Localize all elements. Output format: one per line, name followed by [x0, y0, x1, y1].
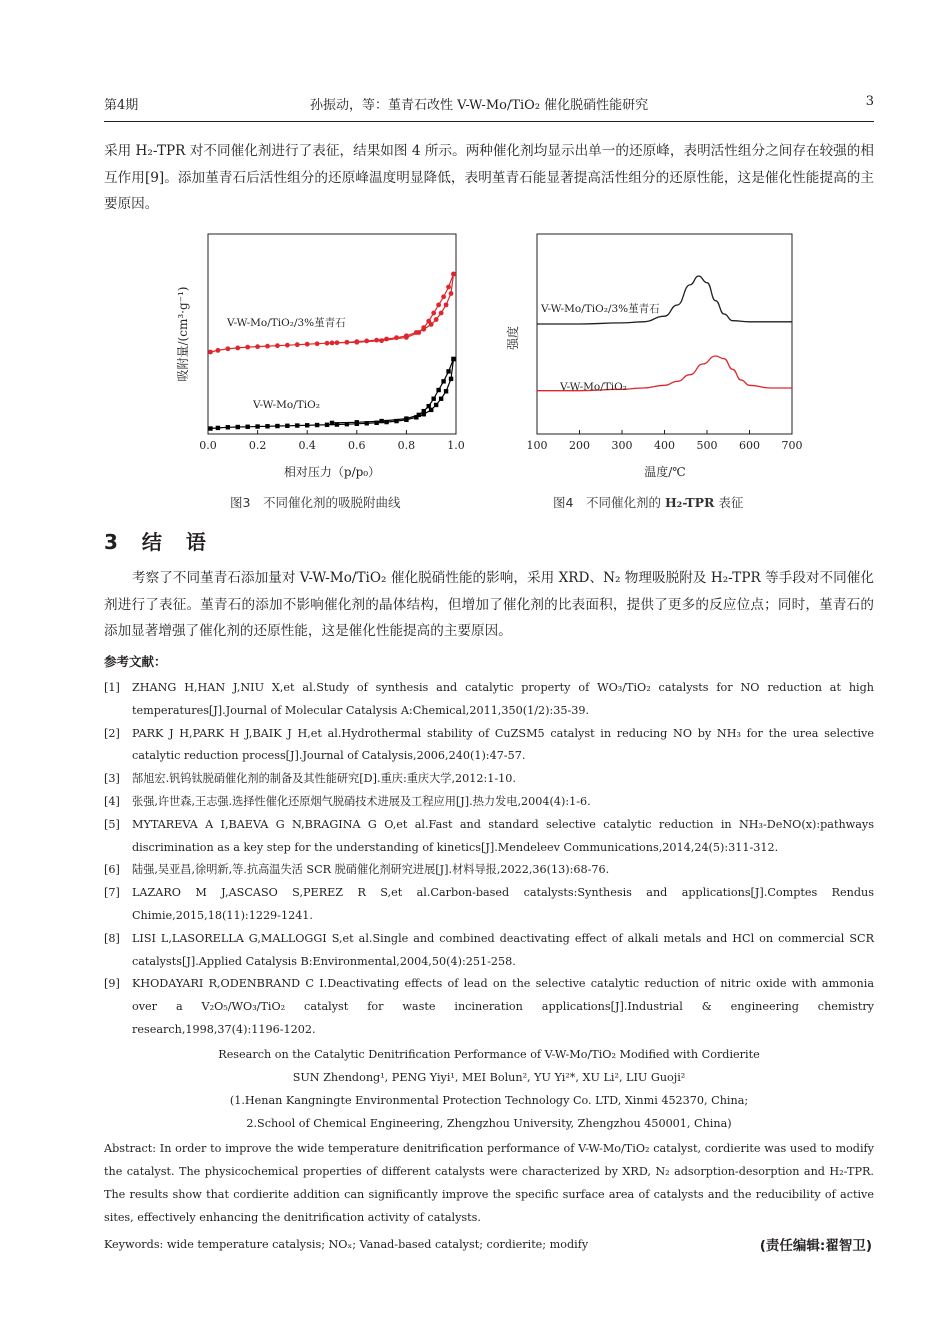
fig3-series-0-point	[431, 311, 436, 316]
fig4-legend-base: V-W-Mo/TiO₂	[560, 381, 627, 393]
fig3-series-0-point	[436, 302, 441, 307]
english-affiliation-2: 2.School of Chemical Engineering, Zhengzhou University, Zhengzhou 450001, China)	[246, 1117, 732, 1130]
fig3-series-1-point	[275, 424, 279, 428]
fig3-series-1-point	[441, 379, 445, 383]
reference-text: 张强,许世森,王志强.选择性催化还原烟气脱硝技术进展及工程应用[J].热力发电,2004(4):1-6.	[132, 794, 591, 808]
reference-number: [2]	[104, 726, 120, 740]
reference-number: [4]	[104, 794, 120, 808]
figure-3-chart	[165, 226, 475, 490]
english-abstract: Abstract: In order to improve the wide temperature denitrification performance of V-W-Mo/TiO₂ catalyst, cordierite was used to modify the catalyst. The physicochemical properties of different catalysts were characterized by XRD, N₂ adsorption-desorption and H₂-TPR. The results show that cordierite addition can significantly improve the specific surface area of catalysts and the reducibility of active sites, effectively enhancing the denitrification activity of catalysts.	[104, 1142, 874, 1224]
fig3-series-0-point	[384, 337, 389, 342]
fig3-series-1-point	[446, 369, 450, 373]
fig4-caption-pre: 图4 不同催化剂的	[553, 495, 665, 510]
english-title: Research on the Catalytic Denitrification Performance of V-W-Mo/TiO₂ Modified with Cordierite	[218, 1048, 760, 1061]
fig3-series-0-point	[235, 346, 240, 351]
fig3-series-0-point	[265, 344, 270, 349]
figure-4-chart	[505, 226, 815, 490]
fig3-series-1-point	[355, 420, 359, 424]
fig4-x-tick-label: 100	[526, 439, 548, 452]
fig3-series-1-point	[305, 423, 309, 427]
reference-text: 郜旭宏.钒钨钛脱硝催化剂的制备及其性能研究[D].重庆:重庆大学,2012:1-10.	[132, 772, 516, 786]
fig3-series-1-point	[208, 426, 212, 430]
reference-item	[104, 973, 874, 1041]
fig3-series-1-point	[404, 416, 408, 420]
fig3-series-1-point	[236, 425, 240, 429]
fig3-series-1-point	[216, 426, 220, 430]
reference-number: [3]	[104, 772, 120, 786]
fig4-series-0-line	[537, 276, 792, 324]
figure-4-caption	[553, 493, 743, 511]
fig3-x-axis-label: 相对压力（p/p₀）	[283, 465, 381, 479]
fig3-series-1-point	[394, 419, 398, 423]
fig3-series-1-point	[285, 424, 289, 428]
english-affiliation-1: (1.Henan Kangningte Environmental Protection Technology Co. LTD, Xinmi 452370, China;	[229, 1094, 749, 1107]
running-header	[104, 94, 874, 116]
fig3-x-tick-label: 0.6	[348, 439, 366, 452]
fig3-series-1-point	[374, 421, 378, 425]
fig3-series-0-point	[275, 343, 280, 348]
english-authors: SUN Zhendong¹, PENG Yiyi¹, MEI Bolun², YU Yi²*, XU Li², LIU Guoji²	[292, 1071, 686, 1084]
fig3-series-0-point	[325, 341, 330, 346]
conclusion-paragraph: 考察了不同堇青石添加量对 V-W-Mo/TiO₂ 催化脱硝性能的影响，采用 XRD、N₂ 物理吸脱附及 H₂-TPR 等手段对不同催化剂进行了表征。堇青石的添加不影响催化剂的晶体结构，但增加了催化剂的比表面积，提供了更多的反应位点；同时，堇青石的添加显著增强了催化剂的还原性能，这是催化性能提高的主要原因。	[104, 570, 874, 639]
fig3-series-0-point	[255, 344, 260, 349]
reference-number: [6]	[104, 863, 120, 877]
fig3-x-tick-label: 0.8	[397, 439, 416, 452]
fig3-series-0-point	[225, 346, 230, 351]
reference-item	[104, 859, 874, 882]
fig3-series-1-point	[439, 397, 443, 401]
fig4-x-tick-label: 400	[654, 439, 675, 452]
fig4-x-tick-label: 200	[569, 439, 590, 452]
fig3-series-0-point	[208, 350, 213, 355]
fig3-series-1-point	[245, 425, 249, 429]
reference-text: LAZARO M J,ASCASO S,PEREZ R S,et al.Carbon-based catalysts:Synthesis and applications[J].Comptes Rendus Chimie,2015,18(11):1229-1241.	[132, 886, 874, 922]
fig3-series-0-point	[441, 294, 446, 299]
reference-item	[104, 791, 874, 814]
fig3-legend-base: V-W-Mo/TiO₂	[253, 399, 320, 411]
reference-text: LISI L,LASORELLA G,MALLOGGI S,et al.Single and combined deactivating effect of alkali metals and HCl on commercial SCR catalysts[J].Applied Catalysis B:Environmental,2004,50(4):251-258.	[132, 931, 874, 968]
reference-text: MYTAREVA A I,BAEVA G N,BRAGINA G O,et al.Fast and standard selective catalytic reduction in NH₃-DeNO(x):pathways discrimination as a key step for the understanding of kinetics[J].Mendeleev Communications,2014,24(5):311-312.	[132, 817, 874, 854]
references-heading: 参考文献：	[104, 654, 167, 669]
fig4-caption-h2: H₂-TPR	[664, 495, 715, 510]
fig3-series-1-point	[384, 420, 388, 424]
reference-number: [8]	[104, 931, 120, 945]
section-title: 3 结 语	[104, 530, 208, 554]
reference-number: [1]	[104, 681, 120, 694]
reference-item	[104, 882, 874, 928]
fig3-series-0-point	[335, 340, 340, 345]
fig3-series-1-point	[431, 397, 435, 401]
fig3-series-1-desorption-line	[332, 359, 454, 423]
fig3-series-0-point	[374, 338, 379, 343]
fig3-series-0-point	[354, 340, 359, 345]
fig3-series-0-point	[315, 341, 320, 346]
fig3-x-tick-label: 0.2	[248, 439, 267, 452]
fig3-series-0-desorption-line	[332, 274, 454, 343]
fig3-series-0-point	[285, 343, 290, 348]
figure-3-caption: 图3 不同催化剂的吸脱附曲线	[230, 495, 401, 510]
fig3-series-0-point	[416, 330, 421, 335]
fig4-x-axis-label: 温度/℃	[644, 465, 686, 479]
fig3-series-1-point	[265, 424, 269, 428]
fig3-series-0-point	[394, 335, 399, 340]
fig3-series-1-point	[379, 419, 383, 423]
fig3-series-1-point	[434, 403, 438, 407]
fig3-series-1-point	[255, 424, 259, 428]
reference-number: [9]	[104, 977, 120, 991]
fig3-series-0-point	[426, 319, 431, 324]
english-keywords: Keywords: wide temperature catalysis; NOₓ; Vanad-based catalyst; cordierite; modify	[104, 1238, 589, 1251]
fig3-series-1-point	[325, 423, 329, 427]
fig4-x-tick-label: 700	[781, 439, 803, 452]
fig4-x-tick-label: 300	[611, 439, 633, 452]
reference-text: 陆强,吴亚昌,徐明新,等.抗高温失活 SCR 脱硝催化剂研究进展[J].材料导报,2022,36(13):68-76.	[132, 863, 610, 877]
fig3-series-0-point	[330, 341, 335, 346]
fig3-series-1-point	[295, 423, 299, 427]
fig3-series-0-point	[434, 317, 439, 322]
fig3-series-0-point	[439, 311, 444, 316]
fig3-legend-cordierite: V-W-Mo/TiO₂/3%堇青石	[227, 317, 346, 329]
fig3-series-1-point	[345, 422, 349, 426]
fig3-series-0-point	[449, 291, 454, 296]
fig4-plot-frame	[537, 234, 792, 434]
fig4-caption-post: 表征	[714, 495, 744, 510]
fig3-series-0-point	[404, 335, 409, 340]
fig3-series-0-point	[305, 342, 310, 347]
fig3-series-0-point	[364, 339, 369, 344]
fig3-series-0-point	[421, 325, 426, 330]
page-number: 3	[865, 94, 874, 109]
editor-credit: (责任编辑:翟智卫)	[759, 1238, 872, 1254]
reference-number: [7]	[104, 886, 120, 900]
fig3-series-1-point	[444, 389, 448, 393]
fig4-x-tick-label: 600	[739, 439, 760, 452]
fig3-series-0-point	[245, 345, 250, 350]
fig3-series-1-point	[417, 413, 421, 417]
fig3-series-1-point	[335, 422, 339, 426]
fig3-series-0-point	[451, 272, 456, 277]
fig3-series-0-point	[295, 342, 300, 347]
fig3-series-0-adsorption-line	[211, 274, 454, 352]
reference-text: KHODAYARI R,ODENBRAND C I.Deactivating effects of lead on the selective catalytic reduction of nitric oxide with ammonia over a V₂O₅/WO₃/TiO₂ catalyst for waste incineration applications[J].Industrial & engineering chemistry research,1998,37(4):1196-1202.	[132, 977, 874, 1036]
fig3-series-1-point	[422, 409, 426, 413]
fig3-series-1-point	[449, 377, 453, 381]
fig3-series-1-point	[451, 357, 455, 361]
fig3-y-axis-label: 吸附量/(cm³·g⁻¹)	[176, 286, 190, 382]
running-title: 孙振动，等：堇青石改性 V-W-Mo/TiO₂ 催化脱硝性能研究	[310, 98, 649, 113]
reference-item	[104, 814, 874, 860]
fig3-series-0-point	[446, 285, 451, 290]
fig3-x-tick-label: 1.0	[447, 439, 465, 452]
fig3-series-1-point	[330, 421, 334, 425]
fig3-series-1-point	[427, 404, 431, 408]
fig4-y-axis-label: 强度	[506, 325, 520, 351]
intro-paragraph: 采用 H₂-TPR 对不同催化剂进行了表征，结果如图 4 所示。两种催化剂均显示出单一的还原峰，表明活性组分之间存在较强的相互作用[9]。添加堇青石后活性组分的还原峰温度明显降低，表明堇青石能显著提高活性组分的还原性能，这是催化性能提高的主要原因。	[104, 143, 874, 212]
fig4-x-tick-label: 500	[696, 439, 718, 452]
reference-item	[104, 928, 874, 974]
english-title-block	[104, 1043, 874, 1135]
reference-text: ZHANG H,HAN J,NIU X,et al.Study of synthesis and catalytic property of WO₃/TiO₂ catalysts for NO reduction at high temperatures[J].Journal of Molecular Catalysis A:Chemical,2011,350(1/2):35-39.	[132, 681, 874, 717]
references-list	[104, 677, 874, 1042]
reference-item	[104, 768, 874, 791]
fig3-series-1-point	[226, 425, 230, 429]
fig3-x-tick-label: 0.4	[298, 439, 316, 452]
header-rule	[104, 121, 874, 122]
reference-item	[104, 723, 874, 769]
fig3-series-0-point	[444, 302, 449, 307]
fig3-series-0-point	[379, 338, 384, 343]
fig4-legend-cordierite: V-W-Mo/TiO₂/3%堇青石	[541, 303, 660, 315]
reference-item	[104, 677, 874, 723]
fig3-series-1-point	[315, 423, 319, 427]
fig3-x-tick-label: 0.0	[199, 439, 217, 452]
fig3-series-1-point	[365, 421, 369, 425]
fig3-series-1-point	[436, 388, 440, 392]
reference-text: PARK J H,PARK H J,BAIK J H,et al.Hydrothermal stability of CuZSM5 catalyst in reducing NO by NH₃ for the urea selective catalytic reduction process[J].Journal of Catalysis,2006,240(1):47-57.	[132, 726, 874, 763]
reference-number: [5]	[104, 817, 120, 831]
fig3-series-0-point	[216, 348, 221, 353]
fig3-series-0-point	[344, 340, 349, 345]
issue-label: 第4期	[104, 98, 139, 113]
